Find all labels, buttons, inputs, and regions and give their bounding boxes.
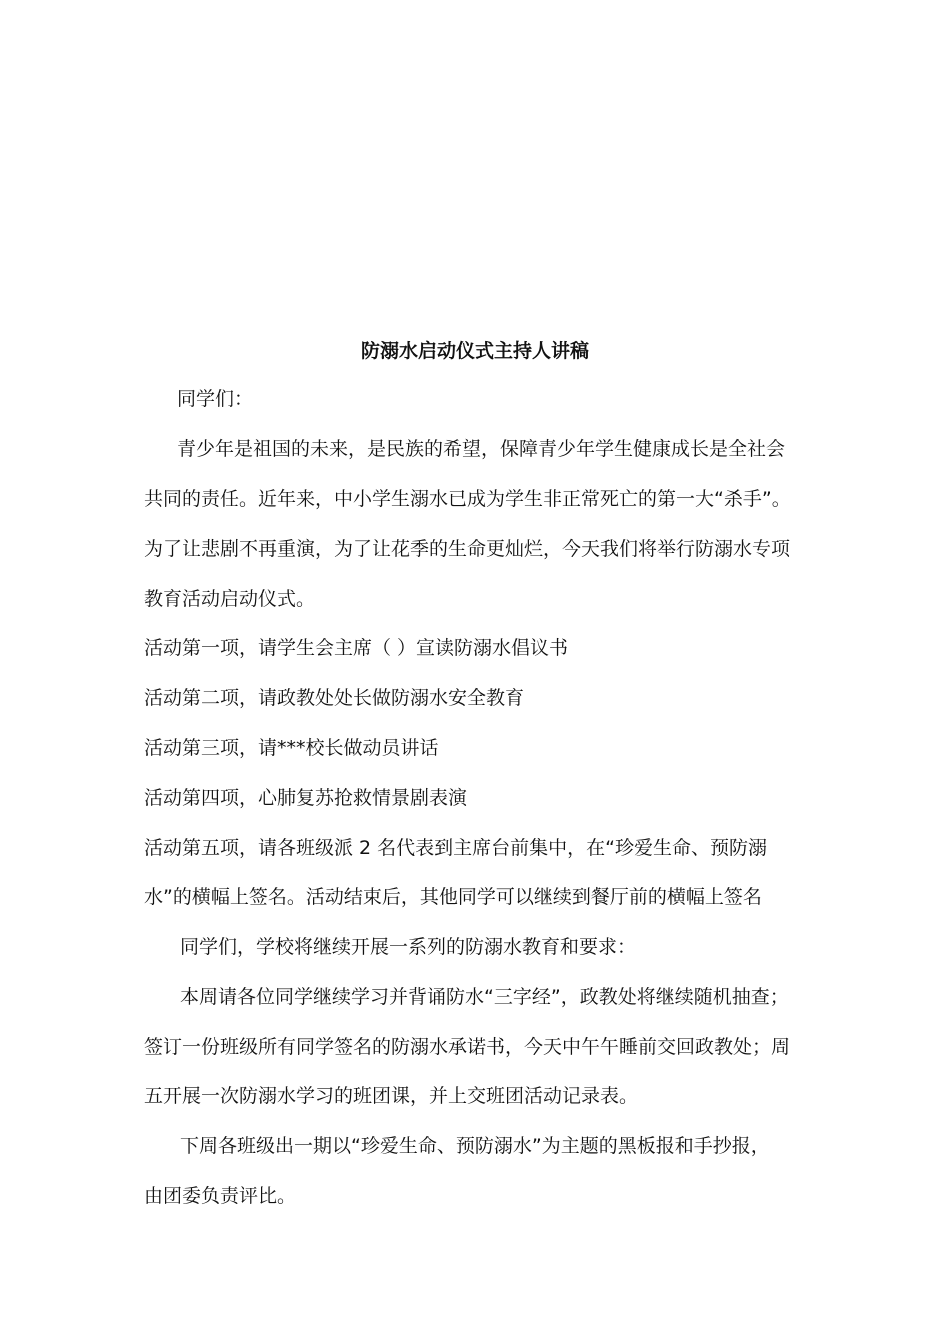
paragraph-line: 本周请各位同学继续学习并背诵防水“三字经”，政教处将继续随机抽查；	[180, 986, 789, 1008]
paragraph-line: 下周各班级出一期以“珍爱生命、预防溺水”为主题的黑板报和手抄报，	[180, 1135, 770, 1157]
activity-item-1: 活动第一项，请学生会主席（ ）宣读防溺水倡议书	[144, 637, 569, 659]
paragraph-line: 五开展一次防溺水学习的班团课，并上交班团活动记录表。	[144, 1085, 639, 1107]
activity-item-4: 活动第四项，心肺复苏抢救情景剧表演	[144, 787, 468, 809]
activity-item-5: 活动第五项，请各班级派 2 名代表到主席台前集中，在“珍爱生命、预防溺	[144, 837, 768, 859]
paragraph-line: 共同的责任。近年来，中小学生溺水已成为学生非正常死亡的第一大“杀手”。	[144, 488, 791, 510]
activity-item-2: 活动第二项，请政教处处长做防溺水安全教育	[144, 687, 525, 709]
paragraph-line: 为了让悲剧不再重演，为了让花季的生命更灿烂，今天我们将举行防溺水专项	[144, 538, 791, 560]
greeting: 同学们：	[177, 388, 254, 410]
paragraph-line: 同学们，学校将继续开展一系列的防溺水教育和要求：	[180, 936, 637, 958]
document-title: 防溺水启动仪式主持人讲稿	[360, 340, 589, 362]
activity-item-3: 活动第三项，请***校长做动员讲话	[144, 737, 439, 759]
paragraph-line: 由团委负责评比。	[144, 1185, 297, 1207]
paragraph-line: 青少年是祖国的未来，是民族的希望，保障青少年学生健康成长是全社会	[177, 438, 786, 460]
paragraph-line: 签订一份班级所有同学签名的防溺水承诺书，今天中午午睡前交回政教处；周	[144, 1036, 791, 1058]
activity-item-5-continued: 水”的横幅上签名。活动结束后，其他同学可以继续到餐厅前的横幅上签名	[144, 886, 762, 908]
paragraph-line: 教育活动启动仪式。	[144, 588, 316, 610]
